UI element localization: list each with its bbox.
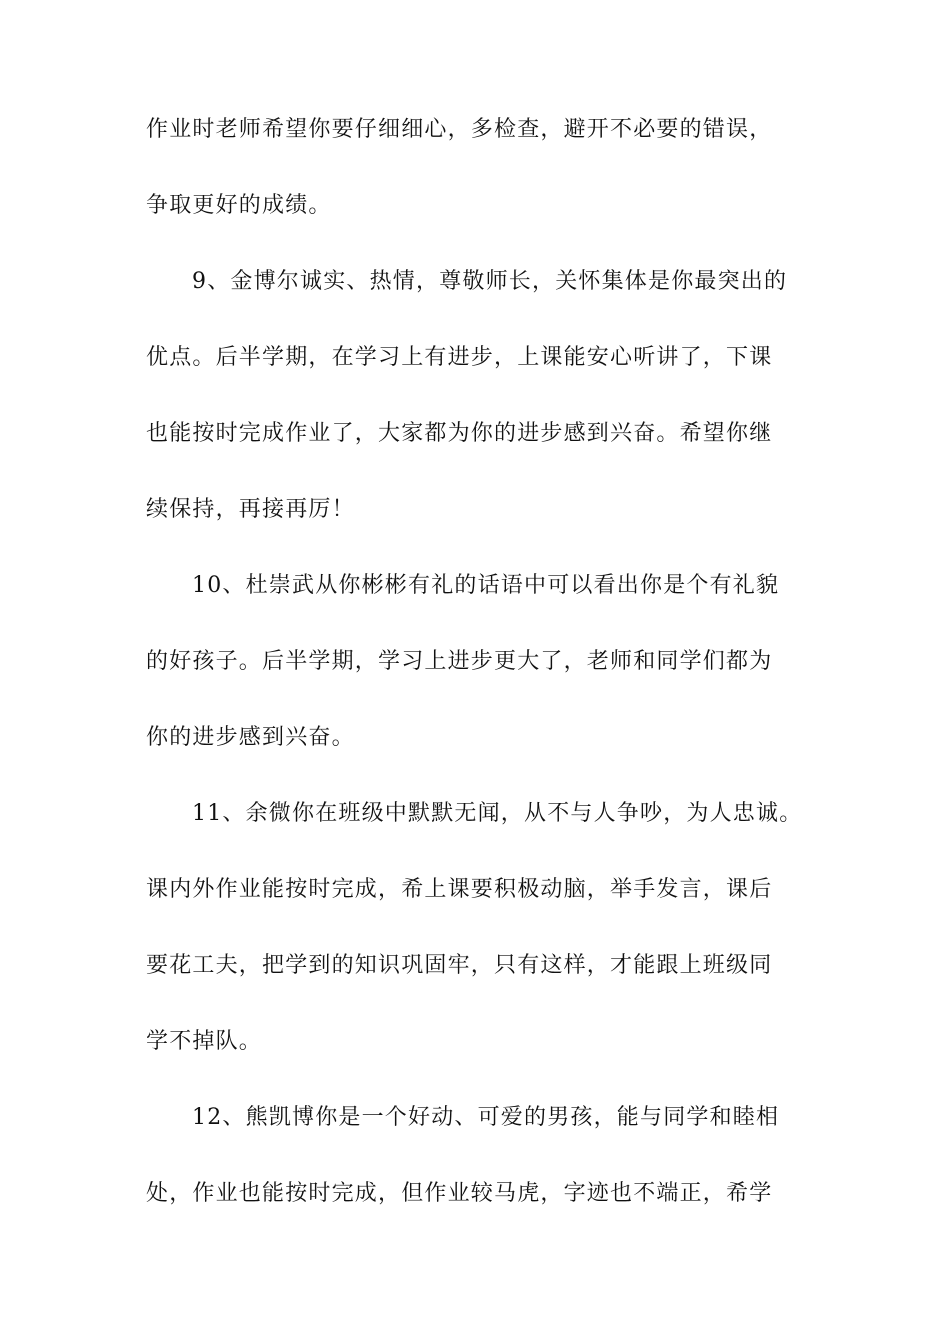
text-line: 10、杜崇武从你彬彬有礼的话语中可以看出你是个有礼貌 [192,573,780,598]
text-line: 要花工夫，把学到的知识巩固牢，只有这样，才能跟上班级同 [146,953,773,978]
text-line: 处，作业也能按时完成，但作业较马虎，字迹也不端正，希学 [146,1181,773,1206]
text-line: 争取更好的成绩。 [146,193,332,218]
text-line: 续保持，再接再厉！ [146,497,355,522]
text-line: 作业时老师希望你要仔细细心，多检查，避开不必要的错误， [146,117,773,142]
text-line: 优点。后半学期，在学习上有进步，上课能安心听讲了，下课 [146,345,773,370]
text-line: 你的进步感到兴奋。 [146,725,355,750]
text-line: 9、金博尔诚实、热情，尊敬师长，关怀集体是你最突出的 [192,269,788,294]
document-body [146,118,806,1258]
text-line: 的好孩子。后半学期，学习上进步更大了，老师和同学们都为 [146,649,773,674]
text-line: 11、余微你在班级中默默无闻，从不与人争吵，为人忠诚。 [192,801,803,826]
text-line: 学不掉队。 [146,1029,263,1054]
text-line: 课内外作业能按时完成，希上课要积极动脑，举手发言，课后 [146,877,773,902]
text-line: 也能按时完成作业了，大家都为你的进步感到兴奋。希望你继 [146,421,773,446]
text-line: 12、熊凯博你是一个好动、可爱的男孩，能与同学和睦相 [192,1105,780,1130]
